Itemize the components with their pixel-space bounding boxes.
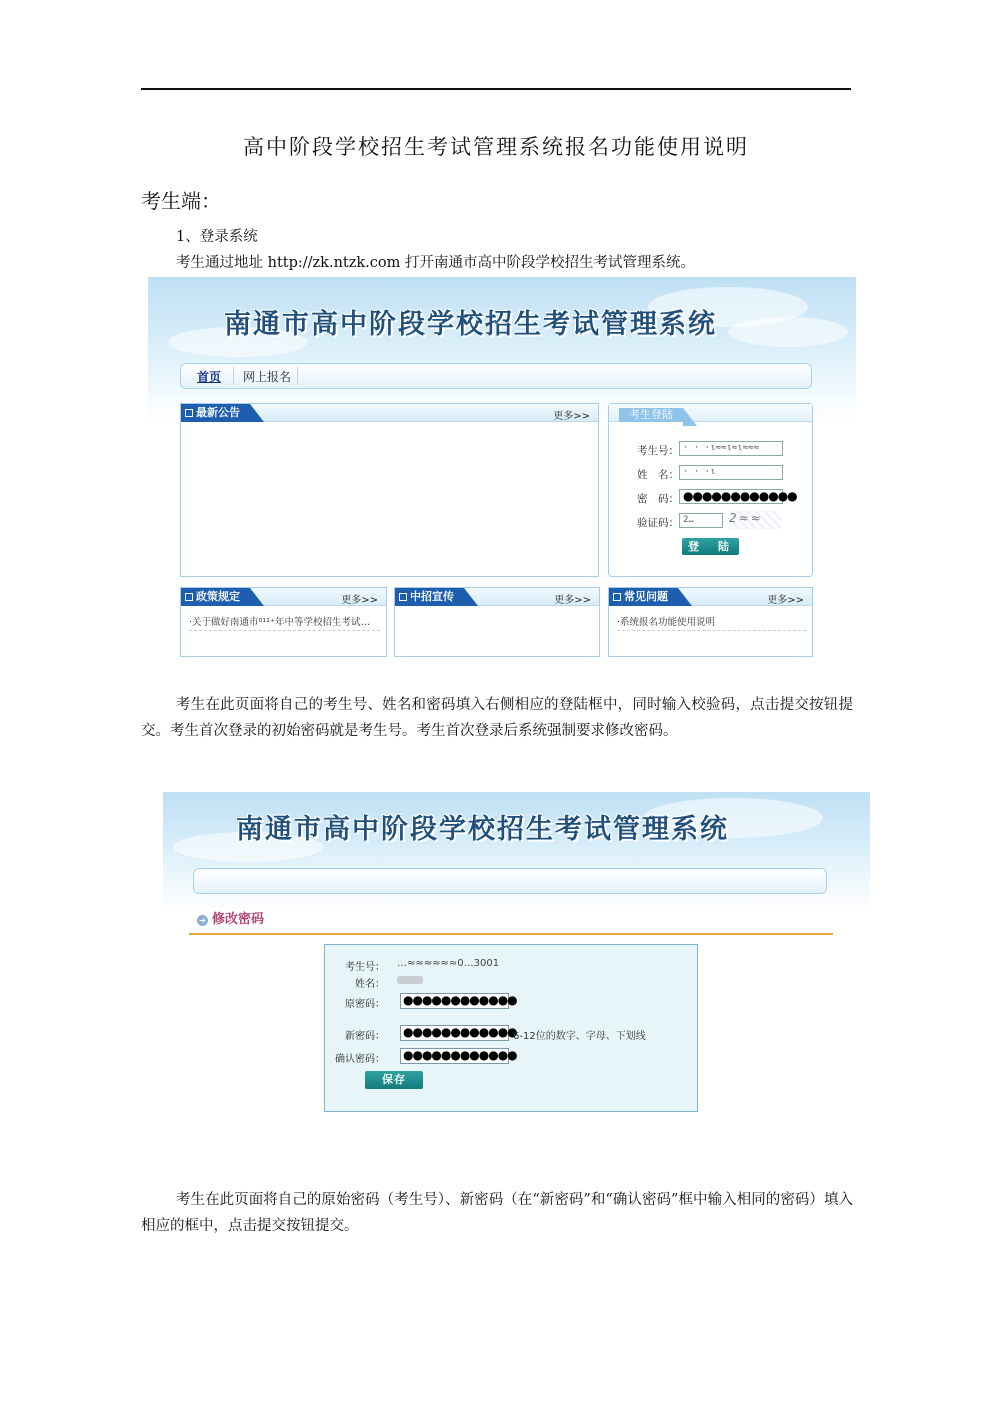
name-label: 姓名：	[355, 979, 385, 990]
password-input[interactable]: ●●●●●●●●●●●●	[679, 489, 783, 504]
change-password-heading: ➔ 修改密码	[197, 908, 264, 927]
system-banner: 南通市高中阶段学校招生考试管理系统	[236, 814, 729, 845]
login-instructions: 考生在此页面将自己的考生号、姓名和密码填入右侧相应的登陆框中，同时输入校验码，点击提交按钮提交。考生首次登录的初始密码就是考生号。考生首次登录后系统强制要求修改密码。	[141, 697, 853, 739]
policy-panel	[180, 587, 387, 657]
captcha-image[interactable]: 2≈≈	[729, 511, 781, 529]
main-nav	[193, 868, 827, 894]
promo-more-link[interactable]: 更多>>	[554, 595, 591, 606]
section-heading: 考生端：	[141, 189, 221, 213]
nav-online-signup-link[interactable]: 网上报名	[243, 370, 292, 384]
login-panel	[608, 403, 813, 577]
arrow-right-icon: ➔	[197, 915, 208, 926]
confirm-password-input[interactable]: ●●●●●●●●●●●●	[400, 1048, 509, 1064]
new-password-label: 新密码：	[345, 1031, 385, 1042]
login-button[interactable]: 登 陆	[682, 538, 739, 555]
exam-no-label: 考生号：	[637, 445, 679, 457]
promo-panel	[394, 587, 600, 657]
old-password-label: 原密码：	[345, 999, 385, 1010]
change-password-instructions: 考生在此页面将自己的原始密码（考生号）、新密码（在“新密码”和“确认密码”框中输入相同的密码）填入相应的框中，点击提交按钮提交。	[141, 1192, 853, 1234]
login-tab: 考生登陆	[619, 408, 683, 422]
captcha-input[interactable]: 2…	[679, 513, 723, 528]
nav-divider	[233, 367, 234, 385]
policy-list-item[interactable]: ·关于做好南通市⁰¹¹⁺年中等学校招生考试…	[189, 614, 380, 631]
step-1-title: 1、登录系统	[176, 229, 258, 245]
system-banner: 南通市高中阶段学校招生考试管理系统	[224, 309, 717, 340]
name-input[interactable]: · · ·ι	[679, 465, 783, 480]
faq-panel	[608, 587, 813, 657]
collapse-icon	[613, 593, 621, 601]
new-password-hint: 6-12位的数字、字母、下划线	[513, 1031, 646, 1042]
name-label: 姓 名：	[637, 469, 679, 481]
announcements-tab: 最新公告	[181, 404, 250, 422]
change-password-form	[324, 944, 698, 1112]
heading-divider	[189, 933, 833, 935]
header-rule	[141, 88, 851, 90]
confirm-password-label: 确认密码：	[335, 1054, 385, 1065]
announcements-more-link[interactable]: 更多>>	[553, 411, 590, 422]
collapse-icon	[399, 593, 407, 601]
collapse-icon	[185, 409, 193, 417]
save-button[interactable]: 保存	[365, 1071, 423, 1089]
new-password-input[interactable]: ●●●●●●●●●●●●	[400, 1025, 509, 1041]
main-nav	[180, 363, 812, 389]
change-password-screenshot	[163, 792, 870, 1157]
password-label: 密 码：	[637, 493, 679, 505]
promo-tab: 中招宣传	[395, 588, 464, 606]
name-value	[397, 975, 423, 986]
faq-list-item[interactable]: ·系统报名功能使用说明	[617, 614, 806, 631]
nav-divider	[297, 367, 298, 385]
step-1-text: 考生通过地址 http://zk.ntzk.com 打开南通市高中阶段学校招生考试管理系统。	[176, 255, 695, 271]
policy-tab: 政策规定	[181, 588, 250, 606]
document-title: 高中阶段学校招生考试管理系统报名功能使用说明	[243, 135, 749, 159]
exam-no-value: …≈≈≈≈≈≈0…3001	[397, 958, 500, 969]
collapse-icon	[185, 593, 193, 601]
nav-home-link[interactable]: 首页	[197, 370, 222, 384]
old-password-input[interactable]: ●●●●●●●●●●●●	[400, 993, 509, 1009]
faq-more-link[interactable]: 更多>>	[767, 595, 804, 606]
redacted-mark	[397, 976, 423, 984]
exam-no-label: 考生号：	[345, 962, 385, 973]
faq-tab: 常见问题	[609, 588, 678, 606]
captcha-label: 验证码：	[637, 517, 679, 529]
policy-more-link[interactable]: 更多>>	[341, 595, 378, 606]
exam-no-input[interactable]: · · ·ι≈≈ι≈ι≈≈≈	[679, 441, 783, 456]
announcements-panel	[180, 403, 599, 577]
login-page-screenshot	[148, 277, 856, 641]
